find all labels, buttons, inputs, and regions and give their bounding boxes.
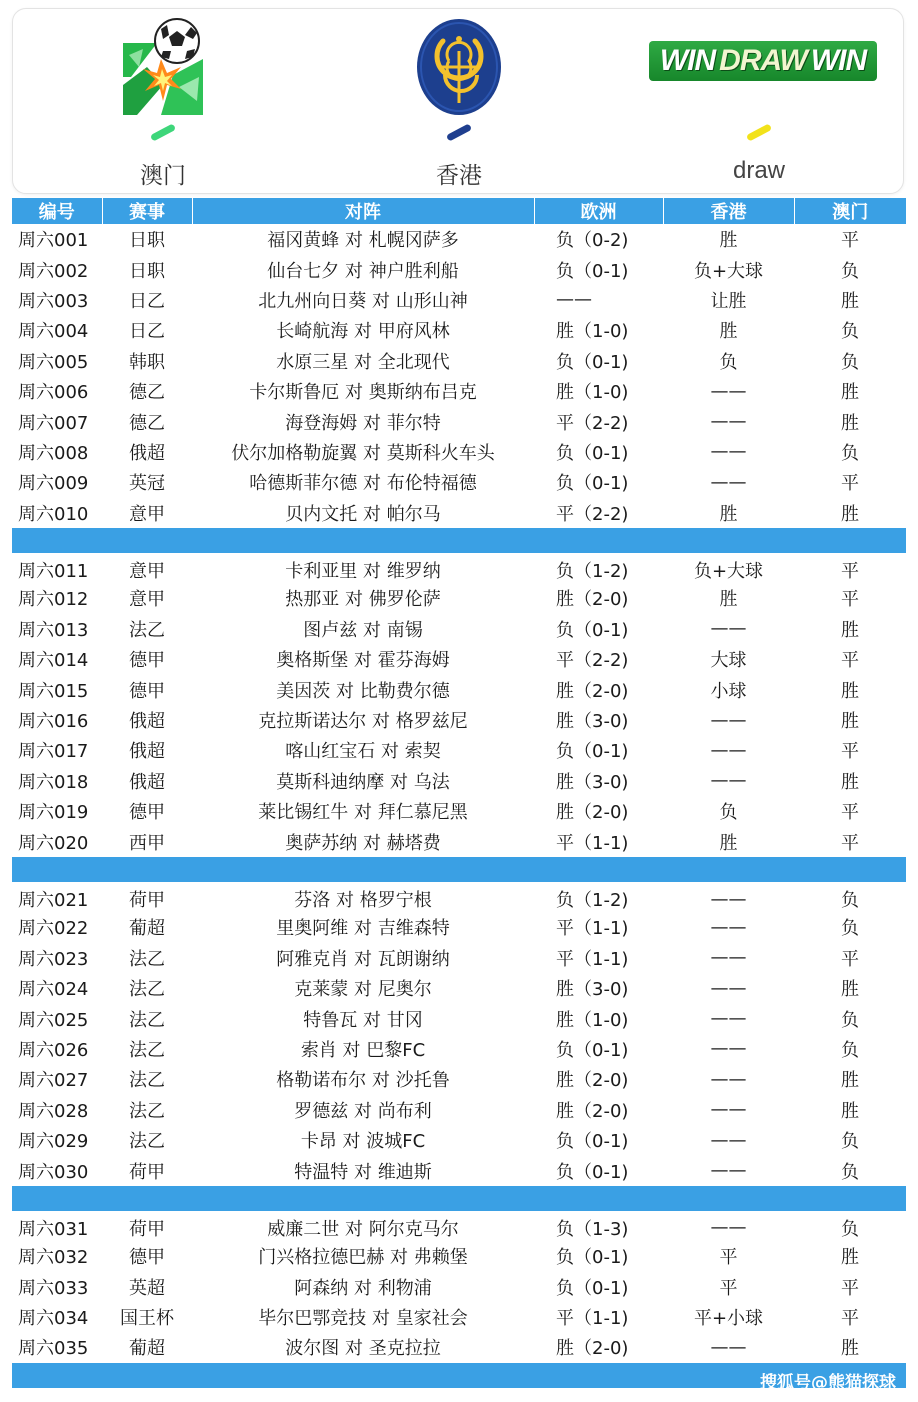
league: 荷甲: [129, 1161, 165, 1183]
source-label-hongkong: 香港: [436, 163, 482, 189]
source-draw: [649, 9, 869, 195]
macau-pick: 胜: [841, 290, 859, 312]
group-separator: [12, 528, 906, 553]
macau-pick: 负: [841, 918, 859, 940]
europe-pick: 平（1-1): [556, 832, 629, 854]
macau-pick: 平: [841, 741, 859, 763]
league: 俄超: [129, 711, 165, 733]
macau-pick: 平: [841, 832, 859, 854]
fixture: 芬洛 对 格罗宁根: [294, 890, 432, 911]
europe-pick: 平（1-1): [556, 918, 629, 940]
table-row: [12, 224, 906, 254]
table-row: [12, 583, 906, 613]
match-id: 周六011: [18, 561, 89, 583]
separator-bar: [12, 1186, 906, 1211]
match-id: 周六020: [18, 832, 89, 854]
europe-pick: 胜（2-0): [556, 1070, 629, 1092]
group-separator: [12, 857, 906, 882]
europe-pick: 平（1-1): [556, 1308, 629, 1330]
europe-pick: 胜（2-0): [556, 680, 629, 702]
match-id: 周六024: [18, 979, 89, 1001]
macau-pick: 平: [841, 230, 859, 252]
europe-pick: 胜（1-0): [556, 382, 629, 404]
source-label-macau: 澳门: [140, 163, 186, 189]
table-row: [12, 912, 906, 942]
source-macau: [53, 9, 273, 195]
fixture: 水原三星 对 全北现代: [276, 351, 450, 373]
table-row: [12, 254, 906, 284]
match-id: 周六007: [18, 412, 89, 434]
soccer-ball-logo: [117, 15, 209, 119]
fixture: 格勒诺布尔 对 沙托鲁: [276, 1070, 450, 1092]
hongkong-pick: ——: [710, 618, 747, 640]
europe-pick: 平（2-2): [556, 412, 629, 434]
league: 日乙: [129, 321, 165, 343]
macau-pick: 平: [841, 802, 859, 824]
macau-pick: 胜: [841, 382, 859, 404]
table-row: [12, 1332, 906, 1362]
table-row: [12, 644, 906, 674]
europe-pick: 负（0-1): [556, 619, 629, 641]
europe-pick: 胜（2-0): [556, 1100, 629, 1122]
league: 法乙: [129, 1131, 165, 1153]
fixture: 卡利亚里 对 维罗纳: [285, 561, 441, 583]
hongkong-pick: 让胜: [710, 290, 747, 312]
fixture: 阿森纳 对 利物浦: [294, 1277, 432, 1299]
win-draw-win-logo: [649, 41, 877, 81]
league: 荷甲: [129, 1218, 165, 1240]
macau-pick: 胜: [841, 1338, 859, 1360]
hongkong-pick: ——: [710, 1099, 747, 1121]
macau-pick: 胜: [841, 412, 859, 434]
table-row: [12, 1095, 906, 1125]
fixture: 哈德斯菲尔德 对 布伦特福德: [249, 473, 477, 495]
macau-pick: 胜: [841, 1070, 859, 1092]
fixture: 波尔图 对 圣克拉拉: [285, 1338, 441, 1360]
hongkong-pick: ——: [710, 1008, 747, 1030]
europe-pick: 平（1-1): [556, 948, 629, 970]
league: 法乙: [129, 1039, 165, 1061]
league: 葡超: [129, 1338, 165, 1360]
logo-word-left: WIN: [659, 44, 716, 77]
fixture: 特温特 对 维迪斯: [294, 1161, 432, 1183]
league: 俄超: [129, 771, 165, 793]
fixture: 喀山红宝石 对 索契: [285, 741, 441, 763]
macau-pick: 负: [841, 442, 859, 464]
fixture: 福冈黄蜂 对 札幌冈萨多: [267, 230, 459, 252]
match-id: 周六033: [18, 1277, 89, 1299]
match-id: 周六023: [18, 948, 89, 970]
europe-pick: ——: [556, 289, 592, 311]
header-macau: 澳门: [794, 198, 906, 224]
table-row: [12, 826, 906, 856]
header-league: 赛事: [102, 198, 192, 224]
match-id: 周六009: [18, 473, 89, 495]
europe-pick: 负（1-2): [556, 890, 629, 911]
macau-pick: 负: [841, 351, 859, 373]
hongkong-pick: ——: [710, 916, 747, 938]
fixture: 热那亚 对 佛罗伦萨: [285, 589, 441, 611]
macau-pick: 平: [841, 473, 859, 495]
europe-pick: 胜（3-0): [556, 979, 629, 1001]
hongkong-pick: ——: [710, 411, 747, 433]
hongkong-pick: 负: [719, 351, 738, 373]
hongkong-pick: ——: [710, 739, 747, 761]
league: 俄超: [129, 442, 165, 464]
logo-word-mid: DRAW: [719, 44, 807, 77]
hongkong-pick: ——: [710, 770, 747, 792]
macau-pick: 平: [841, 1277, 859, 1299]
europe-pick: 负（1-3): [556, 1218, 629, 1240]
table-row: [12, 735, 906, 765]
hongkong-pick: 小球: [710, 680, 747, 702]
source-legend-card: [12, 8, 904, 194]
header-match: 对阵: [192, 198, 534, 224]
logo-word-right: WIN: [810, 44, 867, 77]
fixture: 图卢兹 对 南锡: [303, 619, 423, 641]
fixture: 毕尔巴鄂竞技 对 皇家社会: [258, 1308, 468, 1330]
league: 德甲: [129, 1247, 165, 1269]
hongkong-pick: 胜: [719, 230, 738, 252]
table-row: [12, 1211, 906, 1241]
hongkong-pick: ——: [710, 1336, 747, 1358]
europe-pick: 负（0-1): [556, 351, 629, 373]
fixture: 仙台七夕 对 神户胜利船: [267, 260, 459, 282]
hongkong-pick: ——: [710, 709, 747, 731]
europe-pick: 负（0-1): [556, 260, 629, 282]
match-id: 周六025: [18, 1009, 89, 1031]
match-id: 周六018: [18, 771, 89, 793]
hongkong-pick: 负: [719, 802, 738, 824]
macau-pick: 负: [841, 1131, 859, 1153]
macau-pick: 胜: [841, 979, 859, 1001]
table-body: [12, 224, 906, 1388]
hongkong-pick: ——: [710, 471, 747, 493]
hongkong-pick: ——: [710, 1038, 747, 1060]
league: 葡超: [129, 918, 165, 940]
macau-pick: 平: [841, 1308, 859, 1330]
hongkong-pick: 胜: [719, 321, 738, 343]
fixture: 莱比锡红牛 对 拜仁慕尼黑: [258, 802, 468, 824]
hongkong-pick: 负+大球: [693, 260, 764, 282]
hongkong-pick: ——: [710, 1217, 747, 1239]
fixture: 卡昂 对 波城FC: [300, 1131, 426, 1153]
match-id: 周六012: [18, 589, 89, 611]
header-hongkong: 香港: [663, 198, 794, 224]
league: 英超: [129, 1277, 165, 1299]
europe-pick: 负（0-1): [556, 1131, 629, 1153]
table-row: [12, 1272, 906, 1302]
league: 德甲: [129, 802, 165, 824]
league: 德乙: [129, 382, 165, 404]
fixture: 里奥阿维 对 吉维森特: [276, 918, 450, 940]
league: 德甲: [129, 680, 165, 702]
league: 意甲: [129, 561, 165, 583]
table-header-row: [12, 198, 906, 224]
hongkong-pick: ——: [710, 1160, 747, 1182]
match-id: 周六013: [18, 619, 89, 641]
header-europe: 欧洲: [534, 198, 663, 224]
europe-pick: 负（1-2): [556, 561, 629, 583]
match-id: 周六015: [18, 680, 89, 702]
macau-pick: 平: [841, 561, 859, 583]
fixture: 卡尔斯鲁厄 对 奥斯纳布吕克: [249, 382, 477, 404]
match-id: 周六003: [18, 290, 89, 312]
macau-pick: 负: [841, 260, 859, 282]
table-row: [12, 406, 906, 436]
group-separator: [12, 1186, 906, 1211]
match-id: 周六034: [18, 1308, 89, 1330]
header-id: 编号: [12, 198, 102, 224]
table-row: [12, 1241, 906, 1271]
europe-pick: 胜（1-0): [556, 1009, 629, 1031]
league: 德甲: [129, 650, 165, 672]
fixture: 索肖 对 巴黎FC: [300, 1039, 426, 1061]
league: 日乙: [129, 290, 165, 312]
macau-pick: 负: [841, 321, 859, 343]
match-id: 周六005: [18, 351, 89, 373]
match-id: 周六019: [18, 802, 89, 824]
europe-pick: 负（0-2): [556, 230, 629, 252]
table-row: [12, 943, 906, 973]
europe-pick: 负（0-1): [556, 473, 629, 495]
fixture: 伏尔加格勒旋翼 对 莫斯科火车头: [231, 442, 495, 464]
league: 法乙: [129, 1100, 165, 1122]
europe-pick: 平（2-2): [556, 650, 629, 672]
separator-bar: [12, 857, 906, 882]
macau-pick: 负: [841, 1039, 859, 1061]
source-label-draw: draw: [732, 157, 786, 184]
match-id: 周六032: [18, 1247, 89, 1269]
table-row: [12, 705, 906, 735]
league: 俄超: [129, 741, 165, 763]
macau-pick: 平: [841, 589, 859, 611]
table-row: [12, 882, 906, 912]
europe-pick: 胜（3-0): [556, 711, 629, 733]
table-row: [12, 1302, 906, 1332]
table-row: [12, 467, 906, 497]
match-id: 周六002: [18, 260, 89, 282]
match-id: 周六031: [18, 1218, 89, 1240]
hongkong-pick: 平: [719, 1247, 738, 1269]
hongkong-pick: 平+小球: [693, 1308, 764, 1330]
europe-pick: 胜（1-0): [556, 321, 629, 343]
fixture: 美因茨 对 比勒费尔德: [276, 680, 450, 702]
hongkong-pick: ——: [710, 977, 747, 999]
fixture: 门兴格拉德巴赫 对 弗赖堡: [258, 1247, 468, 1269]
macau-pick: 平: [841, 650, 859, 672]
match-id: 周六035: [18, 1338, 89, 1360]
macau-pick: 负: [841, 1218, 859, 1240]
match-id: 周六030: [18, 1161, 89, 1183]
fixture: 北九州向日葵 对 山形山神: [258, 290, 468, 312]
league: 德乙: [129, 412, 165, 434]
hongkong-pick: ——: [710, 947, 747, 969]
table-row: [12, 796, 906, 826]
table-row: [12, 614, 906, 644]
table-row: [12, 553, 906, 583]
hongkong-pick: ——: [710, 888, 747, 910]
fixture: 贝内文托 对 帕尔马: [285, 503, 441, 525]
hkjc-emblem: [415, 17, 503, 117]
league: 法乙: [129, 979, 165, 1001]
europe-pick: 胜（2-0): [556, 1338, 629, 1360]
fixture: 海登海姆 对 菲尔特: [285, 412, 441, 434]
match-id: 周六004: [18, 321, 89, 343]
fixture: 克拉斯诺达尔 对 格罗兹尼: [258, 711, 468, 733]
table-row: [12, 1125, 906, 1155]
hongkong-pick: 胜: [719, 589, 738, 611]
fixture: 奥萨苏纳 对 赫塔费: [285, 832, 441, 854]
league: 法乙: [129, 1070, 165, 1092]
league: 荷甲: [129, 890, 165, 911]
league: 意甲: [129, 503, 165, 525]
hongkong-pick: ——: [710, 1068, 747, 1090]
league: 意甲: [129, 589, 165, 611]
hongkong-pick: 胜: [719, 832, 738, 854]
table-row: [12, 1003, 906, 1033]
source-hongkong: [349, 9, 569, 195]
match-id: 周六029: [18, 1131, 89, 1153]
europe-pick: 负（0-1): [556, 1247, 629, 1269]
europe-pick: 负（0-1): [556, 741, 629, 763]
fixture: 特鲁瓦 对 甘冈: [303, 1009, 423, 1031]
europe-pick: 胜（2-0): [556, 589, 629, 611]
watermark: 搜狐号@熊猫探球: [760, 1373, 896, 1393]
table-row: [12, 315, 906, 345]
hongkong-pick: ——: [710, 1129, 747, 1151]
draw-color-dash: [746, 123, 772, 141]
fixture: 莫斯科迪纳摩 对 乌法: [276, 771, 450, 793]
league: 法乙: [129, 619, 165, 641]
europe-pick: 平（2-2): [556, 503, 629, 525]
macau-pick: 负: [841, 890, 859, 911]
europe-pick: 负（0-1): [556, 1161, 629, 1183]
table-row: [12, 1155, 906, 1185]
fixture: 阿雅克肖 对 瓦朗谢纳: [276, 948, 450, 970]
match-id: 周六027: [18, 1070, 89, 1092]
macau-pick: 胜: [841, 1247, 859, 1269]
macau-pick: 胜: [841, 711, 859, 733]
table-row: [12, 346, 906, 376]
league: 国王杯: [120, 1308, 174, 1330]
macau-pick: 胜: [841, 619, 859, 641]
macau-pick: 胜: [841, 503, 859, 525]
match-id: 周六010: [18, 503, 89, 525]
match-id: 周六021: [18, 890, 89, 911]
match-id: 周六008: [18, 442, 89, 464]
europe-pick: 胜（3-0): [556, 771, 629, 793]
fixture: 罗德兹 对 尚布利: [294, 1100, 432, 1122]
table-row: [12, 285, 906, 315]
predictions-table: [12, 198, 906, 1388]
table-row: [12, 1064, 906, 1094]
table-row: [12, 498, 906, 528]
fixture: 长崎航海 对 甲府风林: [276, 321, 450, 343]
europe-pick: 负（0-1): [556, 1277, 629, 1299]
europe-pick: 胜（2-0): [556, 802, 629, 824]
match-id: 周六022: [18, 918, 89, 940]
table-row: [12, 376, 906, 406]
league: 日职: [129, 230, 165, 252]
separator-bar: [12, 528, 906, 553]
hongkong-pick: 胜: [719, 503, 738, 525]
fixture: 奥格斯堡 对 霍芬海姆: [276, 650, 450, 672]
europe-pick: 负（0-1): [556, 1039, 629, 1061]
hongkong-pick: 大球: [710, 650, 747, 672]
match-id: 周六006: [18, 382, 89, 404]
match-id: 周六014: [18, 650, 89, 672]
hongkong-pick: 负+大球: [693, 561, 764, 583]
macau-pick: 胜: [841, 771, 859, 793]
league: 英冠: [129, 473, 165, 495]
macau-pick: 负: [841, 1009, 859, 1031]
table-row: [12, 674, 906, 704]
table-row: [12, 437, 906, 467]
hongkong-pick: ——: [710, 380, 747, 402]
league: 韩职: [129, 351, 165, 373]
hongkong-color-dash: [446, 123, 472, 141]
league: 西甲: [129, 832, 165, 854]
macau-pick: 胜: [841, 1100, 859, 1122]
macau-pick: 负: [841, 1161, 859, 1183]
macau-pick: 胜: [841, 680, 859, 702]
match-id: 周六017: [18, 741, 89, 763]
macau-pick: 平: [841, 948, 859, 970]
hongkong-pick: ——: [710, 441, 747, 463]
hongkong-pick: 平: [719, 1277, 738, 1299]
macau-color-dash: [150, 123, 176, 141]
match-id: 周六028: [18, 1100, 89, 1122]
match-id: 周六026: [18, 1039, 89, 1061]
league: 法乙: [129, 1009, 165, 1031]
fixture: 克莱蒙 对 尼奥尔: [294, 979, 432, 1001]
fixture: 威廉二世 对 阿尔克马尔: [267, 1218, 459, 1240]
match-id: 周六016: [18, 711, 89, 733]
table-row: [12, 1034, 906, 1064]
league: 日职: [129, 260, 165, 282]
table-row: [12, 766, 906, 796]
table-row: [12, 973, 906, 1003]
match-id: 周六001: [18, 230, 89, 252]
europe-pick: 负（0-1): [556, 442, 629, 464]
league: 法乙: [129, 948, 165, 970]
